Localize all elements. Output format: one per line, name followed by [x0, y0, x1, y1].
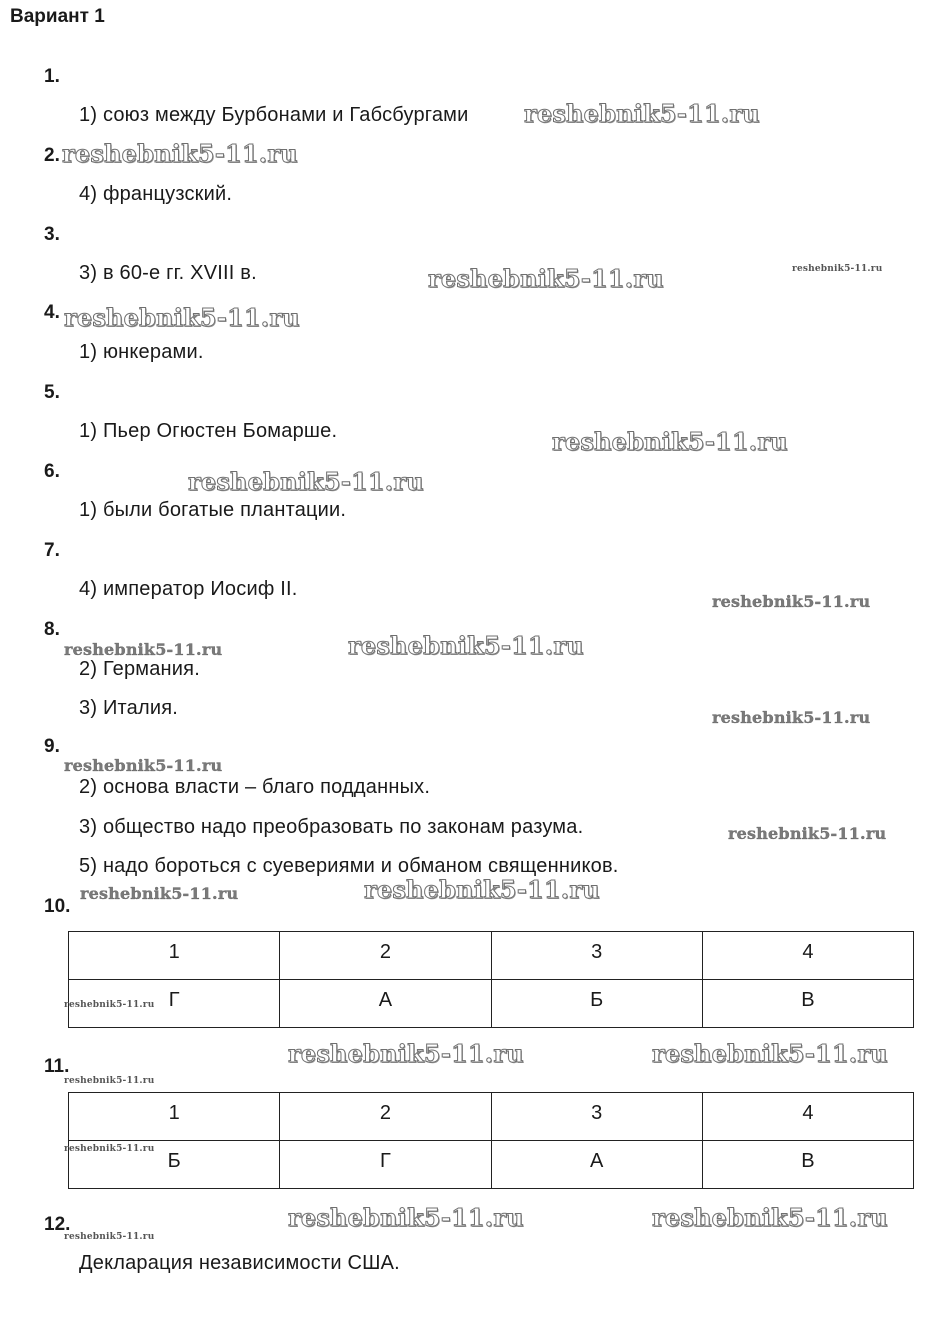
table-row [69, 1141, 914, 1189]
watermark: reshebnik5-11.ru [80, 884, 239, 903]
question-number: 10. [44, 896, 71, 917]
answer-text: 4) император Иосиф II. [79, 578, 298, 600]
answer-text: 1) были богатые плантации. [79, 499, 347, 521]
question-number: 8. [44, 619, 60, 640]
table-cell: 1 [69, 1093, 280, 1141]
question-number: 3. [44, 224, 60, 245]
question-number: 5. [44, 382, 60, 403]
watermark: reshebnik5-11.ru [364, 875, 600, 904]
answer-table [68, 931, 914, 1028]
table-cell: 2 [280, 1093, 491, 1141]
watermark: reshebnik5-11.ru [728, 824, 887, 843]
answer-table [68, 1092, 914, 1189]
watermark: reshebnik5-11.ru [428, 264, 664, 293]
answer-text: 3) общество надо преобразовать по законам разума. [79, 816, 584, 838]
table-cell: А [491, 1141, 702, 1189]
watermark: reshebnik5-11.ru [288, 1203, 524, 1232]
watermark: reshebnik5-11.ru [652, 1203, 888, 1232]
watermark: reshebnik5-11.ru [792, 264, 883, 274]
page-title: Вариант 1 [10, 6, 105, 27]
table-cell: Г [280, 1141, 491, 1189]
answer-text: 3) Италия. [79, 697, 179, 719]
watermark: reshebnik5-11.ru [64, 756, 223, 775]
question-number: 11. [44, 1056, 70, 1077]
watermark: reshebnik5-11.ru [62, 139, 298, 168]
table-cell: 3 [491, 932, 702, 980]
table-cell: 4 [702, 932, 913, 980]
watermark: reshebnik5-11.ru [524, 99, 760, 128]
question-number: 12. [44, 1214, 71, 1235]
table-cell: В [702, 1141, 913, 1189]
table-cell: 2 [280, 932, 491, 980]
answer-text: 2) Германия. [79, 658, 200, 680]
watermark: reshebnik5-11.ru [188, 467, 424, 496]
watermark: reshebnik5-11.ru [64, 303, 300, 332]
question-number: 6. [44, 461, 60, 482]
table-cell: 4 [702, 1093, 913, 1141]
table-header-row [69, 932, 914, 980]
question-number: 9. [44, 736, 60, 757]
watermark: reshebnik5-11.ru [64, 1144, 155, 1154]
answer-text: 5) надо бороться с суевериями и обманом священников. [79, 855, 619, 877]
table-cell: В [702, 980, 913, 1028]
watermark: reshebnik5-11.ru [64, 1232, 155, 1242]
watermark: reshebnik5-11.ru [64, 1076, 155, 1086]
watermark: reshebnik5-11.ru [652, 1039, 888, 1068]
question-number: 7. [44, 540, 60, 561]
watermark: reshebnik5-11.ru [712, 708, 871, 727]
question-number: 1. [44, 66, 60, 87]
table-cell: А [280, 980, 491, 1028]
answer-text: 3) в 60-е гг. XVIII в. [79, 262, 257, 284]
question-number: 4. [44, 302, 60, 323]
answer-text: 4) французский. [79, 183, 233, 205]
watermark: reshebnik5-11.ru [64, 640, 223, 659]
watermark: reshebnik5-11.ru [712, 592, 871, 611]
table-cell: Б [491, 980, 702, 1028]
answer-text: 1) союз между Бурбонами и Габсбургами [79, 104, 469, 126]
table-cell: Б [69, 1141, 280, 1189]
table-cell: 3 [491, 1093, 702, 1141]
table-row [69, 980, 914, 1028]
answer-text: 1) юнкерами. [79, 341, 204, 363]
table-cell: 1 [69, 932, 280, 980]
question-number: 2. [44, 145, 60, 166]
watermark: reshebnik5-11.ru [64, 1000, 155, 1010]
answer-text: 1) Пьер Огюстен Бомарше. [79, 420, 338, 442]
watermark: reshebnik5-11.ru [348, 631, 584, 660]
watermark: reshebnik5-11.ru [288, 1039, 524, 1068]
answer-text: 2) основа власти – благо подданных. [79, 776, 431, 798]
table-cell: Г [69, 980, 280, 1028]
watermark: reshebnik5-11.ru [552, 427, 788, 456]
table-header-row [69, 1093, 914, 1141]
answer-text: Декларация независимости США. [79, 1252, 400, 1274]
